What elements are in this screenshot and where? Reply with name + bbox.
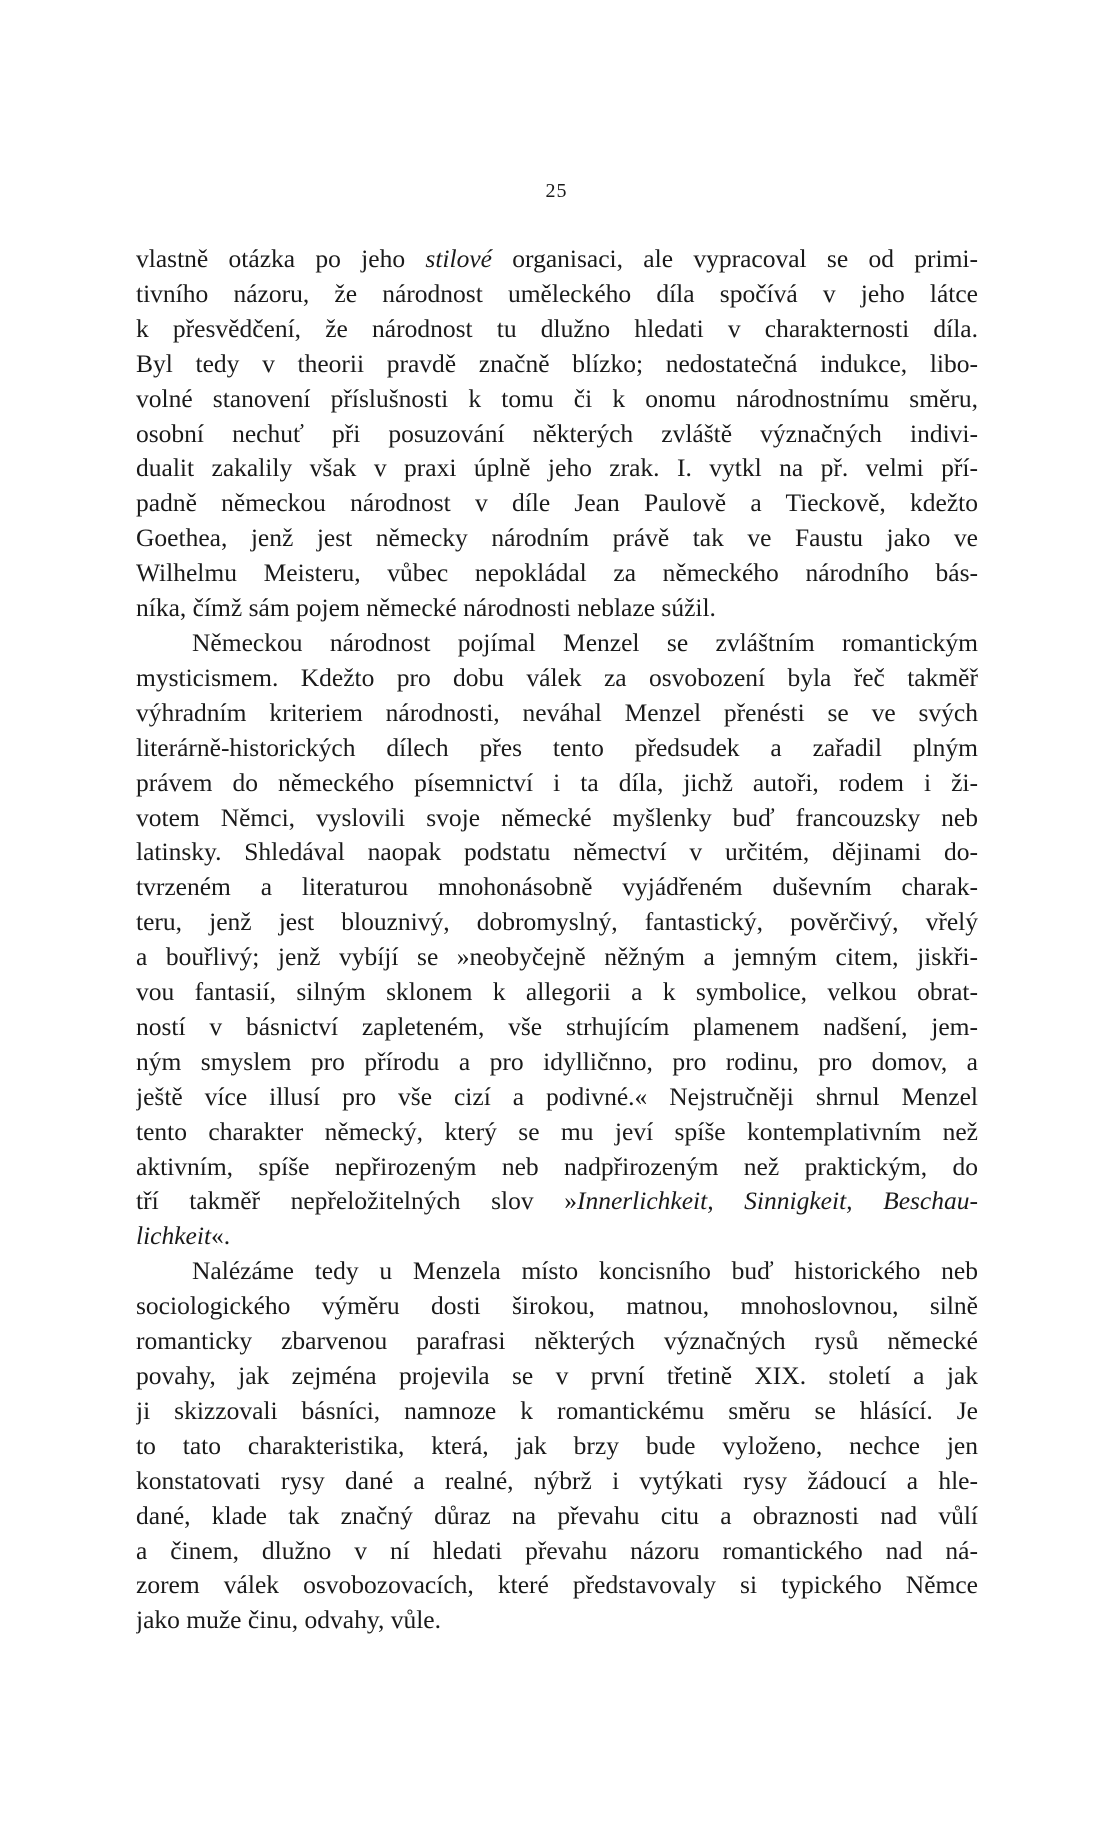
- text-segment: Goethea, jenž jest německy národním právě tak ve Faustu jako ve: [136, 523, 978, 553]
- text-segment: Wilhelmu Meisteru, vůbec nepokládal za německého národního bás-: [136, 558, 978, 588]
- text-line: [136, 801, 978, 836]
- text-line: [136, 1080, 978, 1115]
- text-line: [136, 1499, 978, 1534]
- text-segment: ností v básnictví zapleteném, vše strhujícím plamenem nadšení, jem-: [136, 1011, 978, 1041]
- text-line: [136, 347, 978, 382]
- text-line: [136, 312, 978, 347]
- text-line: [136, 451, 978, 486]
- text-segment: právem do německého písemnictví i ta díla, jichž autoři, rodem i ži-: [136, 767, 978, 797]
- text-segment: Byl tedy v theorii pravdě značně blízko; nedostatečná indukce, libo-: [136, 348, 978, 378]
- text-line: [136, 940, 978, 975]
- text-line: [136, 486, 978, 521]
- text-segment: «.: [211, 1221, 231, 1251]
- text-line: [136, 1115, 978, 1150]
- text-segment: níka, čímž sám pojem německé národnosti neblaze súžil.: [136, 593, 716, 623]
- text-segment: mysticismem. Kdežto pro dobu válek za osvobození byla řeč takměř: [136, 662, 978, 692]
- text-segment: osobní nechuť při posuzování některých zvláště význačných indivi-: [136, 418, 978, 448]
- text-segment: k přesvědčení, že národnost tu dlužno hledati v charakternosti díla.: [136, 313, 978, 343]
- text-line: [136, 696, 978, 731]
- text-line: [136, 1010, 978, 1045]
- text-segment: tento charakter německý, který se mu jeví spíše kontemplativním než: [136, 1116, 978, 1146]
- text-line: [136, 1184, 978, 1219]
- text-segment: teru, jenž jest blouznivý, dobromyslný, fantastický, pověrčivý, vřelý: [136, 907, 978, 937]
- italic-text: stilové: [425, 244, 492, 273]
- text-line: [136, 1289, 978, 1324]
- text-segment: tivního názoru, že národnost uměleckého díla spočívá v jeho látce: [136, 278, 978, 308]
- text-segment: Německou národnost pojímal Menzel se zvláštním romantickým: [192, 627, 978, 657]
- body-text: [136, 242, 978, 1638]
- text-segment: ji skizzovali básníci, namnoze k romantickému směru se hlásící. Je: [136, 1395, 978, 1425]
- text-line: [136, 870, 978, 905]
- text-segment: a bouřlivý; jenž vybíjí se »neobyčejně něžným a jemným citem, jiskři-: [136, 942, 978, 972]
- text-segment: to tato charakteristika, která, jak brzy bude vyloženo, nechce jen: [136, 1430, 978, 1460]
- text-segment: vou fantasií, silným sklonem k allegorii a k symbolice, velkou obrat-: [136, 977, 978, 1007]
- text-line: [136, 626, 978, 661]
- text-line: [136, 1150, 978, 1185]
- text-line: [136, 1324, 978, 1359]
- text-line: [136, 905, 978, 940]
- text-line: [136, 1464, 978, 1499]
- text-segment: dualit zakalily však v praxi úplně jeho zrak. I. vytkl na př. velmi pří-: [136, 453, 978, 483]
- text-segment: zorem válek osvobozovacích, které představovaly si typického Němce: [136, 1570, 978, 1600]
- text-line: [136, 382, 978, 417]
- text-line: [136, 766, 978, 801]
- text-line: [136, 1359, 978, 1394]
- text-segment: sociologického výměru dosti širokou, matnou, mnohoslovnou, silně: [136, 1291, 978, 1321]
- text-segment: literárně-historických dílech přes tento předsudek a zařadil plným: [136, 732, 978, 762]
- text-line: [136, 1219, 978, 1254]
- text-segment: jako muže činu, odvahy, vůle.: [136, 1605, 441, 1635]
- text-line: [136, 1603, 978, 1638]
- text-line: [136, 556, 978, 591]
- paragraph: [136, 242, 978, 626]
- text-segment: výhradním kriteriem národnosti, neváhal Menzel přenésti se ve svých: [136, 697, 978, 727]
- text-segment: padně německou národnost v díle Jean Paulově a Tieckově, kdežto: [136, 488, 978, 518]
- text-line: [136, 521, 978, 556]
- text-line: [136, 1568, 978, 1603]
- text-segment: aktivním, spíše nepřirozeným neb nadpřirozeným než praktickým, do: [136, 1151, 978, 1181]
- text-segment: organisaci, ale vypracoval se od primi-: [491, 244, 978, 273]
- text-line: [136, 661, 978, 696]
- text-segment: tvrzeném a literaturou mnohonásobně vyjádřeném duševním charak-: [136, 872, 978, 902]
- text-segment: tří takměř nepřeložitelných slov »: [136, 1186, 577, 1216]
- text-line: [136, 591, 978, 626]
- text-line: [136, 1534, 978, 1569]
- text-line: [136, 277, 978, 312]
- italic-text: lichkeit: [136, 1221, 212, 1251]
- text-segment: ještě více illusí pro vše cizí a podivné.« Nejstručněji shrnul Menzel: [136, 1081, 978, 1111]
- text-line: [136, 835, 978, 870]
- text-line: [136, 1254, 978, 1289]
- text-segment: vlastně otázka po jeho: [136, 244, 426, 273]
- text-line: [136, 1429, 978, 1464]
- text-segment: konstatovati rysy dané a realné, nýbrž i vytýkati rysy žádoucí a hle-: [136, 1465, 978, 1495]
- paragraph: [136, 626, 978, 1254]
- text-segment: povahy, jak zejména projevila se v první třetině XIX. století a jak: [136, 1361, 978, 1390]
- text-segment: latinsky. Shledával naopak podstatu němectví v určitém, dějinami do-: [136, 837, 978, 867]
- text-segment: a činem, dlužno v ní hledati převahu názoru romantického nad ná-: [136, 1535, 978, 1565]
- text-segment: volné stanovení příslušnosti k tomu či k onomu národnostnímu směru,: [136, 383, 978, 413]
- text-segment: Nalézáme tedy u Menzela místo koncisního buď historického neb: [192, 1256, 978, 1286]
- text-line: [136, 975, 978, 1010]
- text-line: [136, 417, 978, 452]
- page-number: 25: [545, 180, 568, 202]
- text-line: [136, 731, 978, 766]
- paragraph: [136, 1254, 978, 1638]
- text-line: [136, 242, 978, 277]
- text-line: [136, 1045, 978, 1080]
- text-segment: romanticky zbarvenou parafrasi některých význačných rysů německé: [136, 1326, 978, 1356]
- text-segment: votem Němci, vyslovili svoje německé myšlenky buď francouzsky neb: [136, 802, 978, 832]
- text-line: [136, 1394, 978, 1429]
- text-segment: dané, klade tak značný důraz na převahu citu a obraznosti nad vůlí: [136, 1500, 978, 1530]
- text-segment: ným smyslem pro přírodu a pro idylličnno, pro rodinu, pro domov, a: [136, 1046, 978, 1076]
- italic-text: Innerlichkeit, Sinnigkeit, Beschau-: [576, 1186, 978, 1216]
